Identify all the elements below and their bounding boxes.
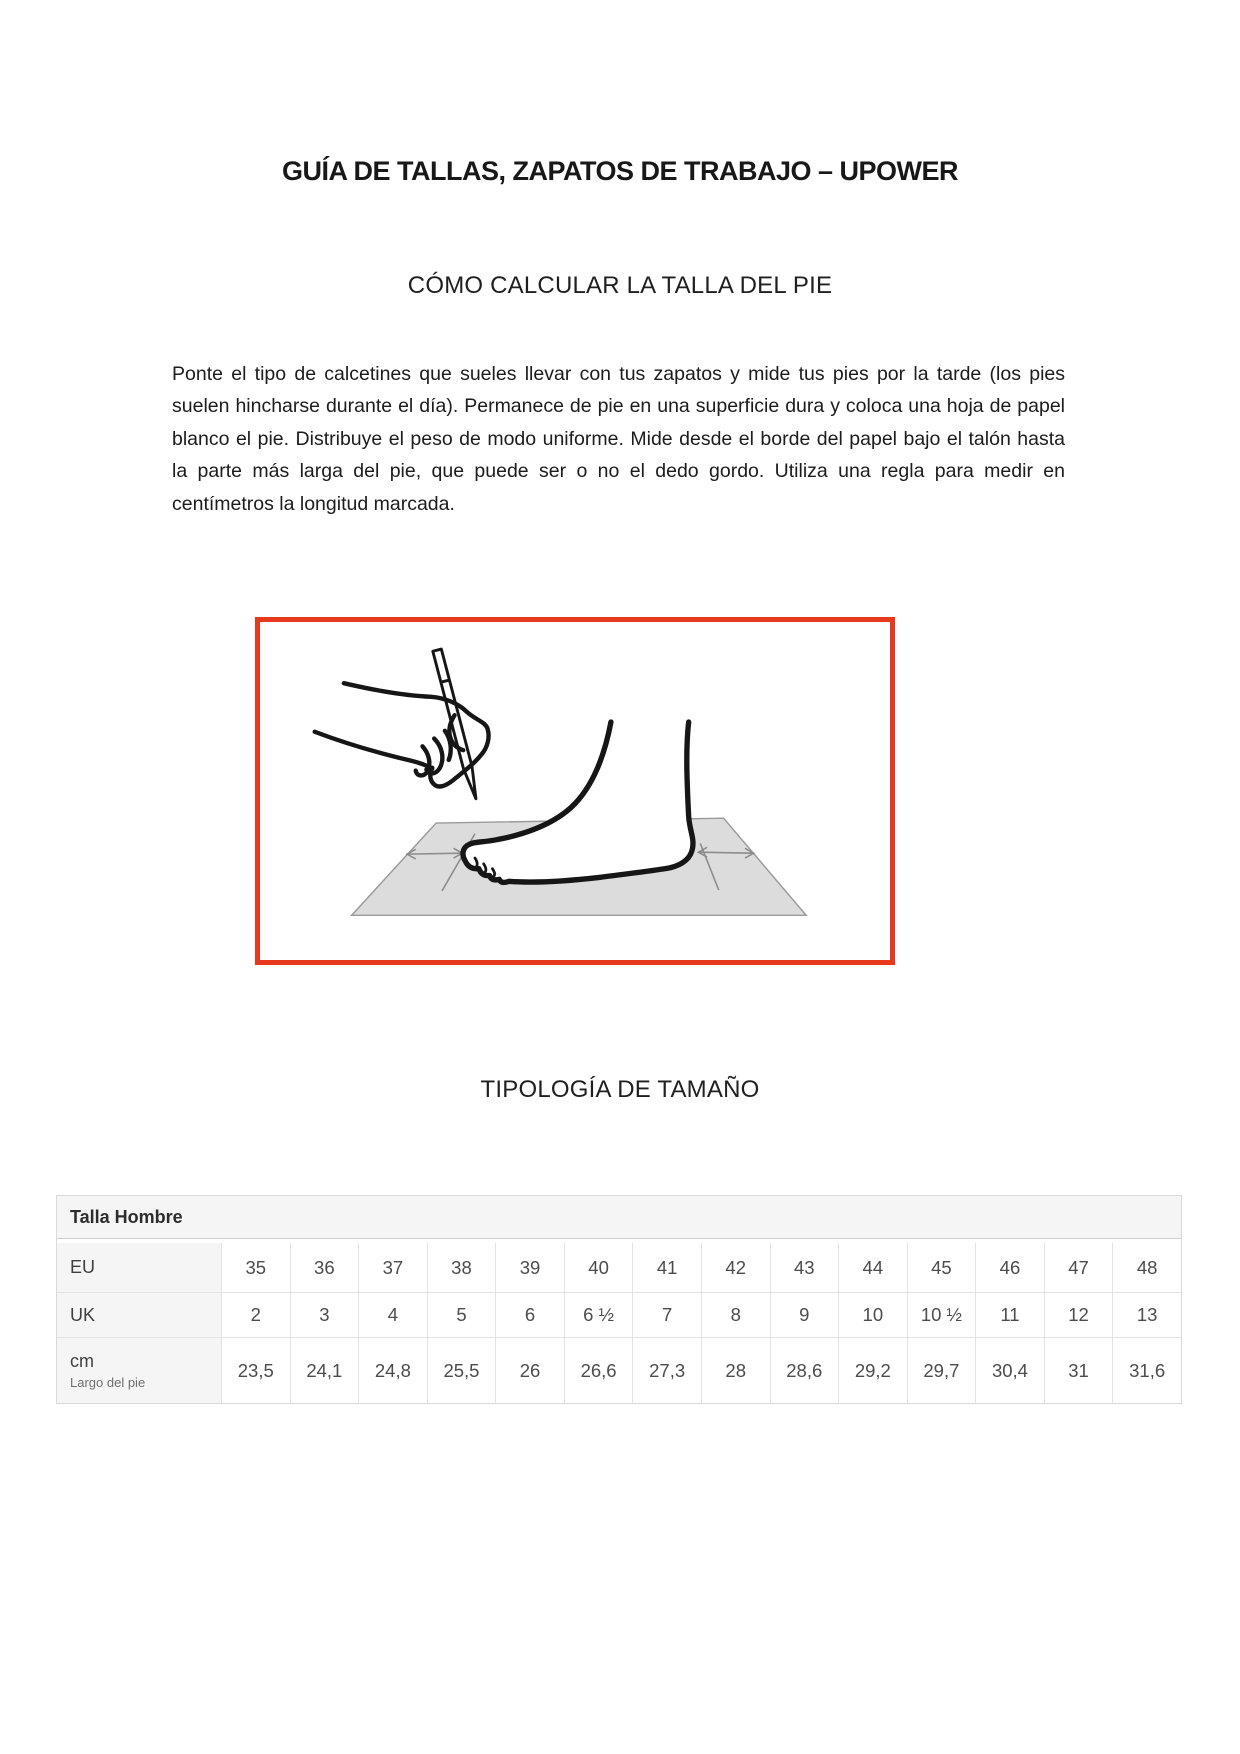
eu-size-cell: 45: [907, 1243, 976, 1292]
cm-size-cell: 28: [701, 1337, 770, 1403]
cm-size-cell: 31,6: [1112, 1337, 1181, 1403]
uk-size-cell: 6: [495, 1292, 564, 1337]
table-row-uk: [57, 1292, 1181, 1337]
uk-size-cell: 9: [770, 1292, 839, 1337]
arm-bottom-line: [315, 732, 433, 769]
table-row-cm: [57, 1337, 1181, 1403]
foot-measuring-figure: [255, 617, 895, 965]
table-title: Talla Hombre: [57, 1196, 1181, 1239]
cm-size-cell: 28,6: [770, 1337, 839, 1403]
eu-size-cell: 37: [358, 1243, 427, 1292]
section-heading-how-to-measure: CÓMO CALCULAR LA TALLA DEL PIE: [407, 272, 833, 299]
table-header-row: [57, 1196, 1181, 1239]
table-row-eu: [57, 1243, 1181, 1292]
size-table: [56, 1195, 1182, 1404]
uk-size-cell: 3: [290, 1292, 359, 1337]
eu-size-cell: 38: [427, 1243, 496, 1292]
how-to-measure-paragraph: Ponte el tipo de calcetines que sueles llevar con tus zapatos y mide tus pies por la tarde (los pies suelen hincharse durante el día). Permanece de pie en una superficie dura y coloca una hoja de papel blanco el pie. Distribuye el peso de modo uniforme. Mide desde el borde del papel bajo el talón hasta la parte más larga del pie, que puede ser o no el dedo gordo. Utiliza una regla para medir en centímetros la longitud marcada.: [172, 362, 1065, 515]
eu-size-cell: 40: [564, 1243, 633, 1292]
cm-size-cell: 29,7: [907, 1337, 976, 1403]
cm-size-cell: 29,2: [838, 1337, 907, 1403]
eu-size-cell: 44: [838, 1243, 907, 1292]
foot-outline: [463, 722, 693, 882]
cm-size-cell: 31: [1044, 1337, 1113, 1403]
uk-size-cell: 8: [701, 1292, 770, 1337]
uk-size-cell: 13: [1112, 1292, 1181, 1337]
uk-size-cell: 12: [1044, 1292, 1113, 1337]
uk-size-cell: 6 ½: [564, 1292, 633, 1337]
eu-size-cell: 36: [290, 1243, 359, 1292]
cm-size-cell: 26,6: [564, 1337, 633, 1403]
eu-size-cell: 47: [1044, 1243, 1113, 1292]
eu-size-cell: 46: [975, 1243, 1044, 1292]
eu-size-cell: 48: [1112, 1243, 1181, 1292]
foot-measuring-illustration: [260, 622, 890, 960]
cm-label: cm: [70, 1351, 94, 1371]
uk-size-cell: 10 ½: [907, 1292, 976, 1337]
size-table-container: [56, 1195, 1182, 1404]
uk-size-cell: 4: [358, 1292, 427, 1337]
page-title: GUÍA DE TALLAS, ZAPATOS DE TRABAJO – UPOWER: [281, 156, 959, 186]
eu-size-cell: 39: [495, 1243, 564, 1292]
cm-size-cell: 30,4: [975, 1337, 1044, 1403]
cm-size-cell: 27,3: [632, 1337, 701, 1403]
uk-size-cell: 5: [427, 1292, 496, 1337]
eu-size-cell: 41: [632, 1243, 701, 1292]
row-label-eu: EU: [57, 1243, 221, 1292]
uk-size-cell: 7: [632, 1292, 701, 1337]
eu-size-cell: 35: [221, 1243, 290, 1292]
eu-size-cell: 43: [770, 1243, 839, 1292]
cm-size-cell: 24,8: [358, 1337, 427, 1403]
cm-size-cell: 24,1: [290, 1337, 359, 1403]
uk-size-cell: 11: [975, 1292, 1044, 1337]
cm-size-cell: 26: [495, 1337, 564, 1403]
cm-sublabel: Largo del pie: [70, 1375, 146, 1390]
pencil: [433, 649, 476, 799]
uk-size-cell: 10: [838, 1292, 907, 1337]
cm-size-cell: 25,5: [427, 1337, 496, 1403]
eu-size-cell: 42: [701, 1243, 770, 1292]
row-label-uk: UK: [57, 1292, 221, 1337]
cm-size-cell: 23,5: [221, 1337, 290, 1403]
section-heading-size-typology: TIPOLOGÍA DE TAMAÑO: [480, 1076, 760, 1103]
row-label-cm: [57, 1337, 221, 1403]
uk-size-cell: 2: [221, 1292, 290, 1337]
